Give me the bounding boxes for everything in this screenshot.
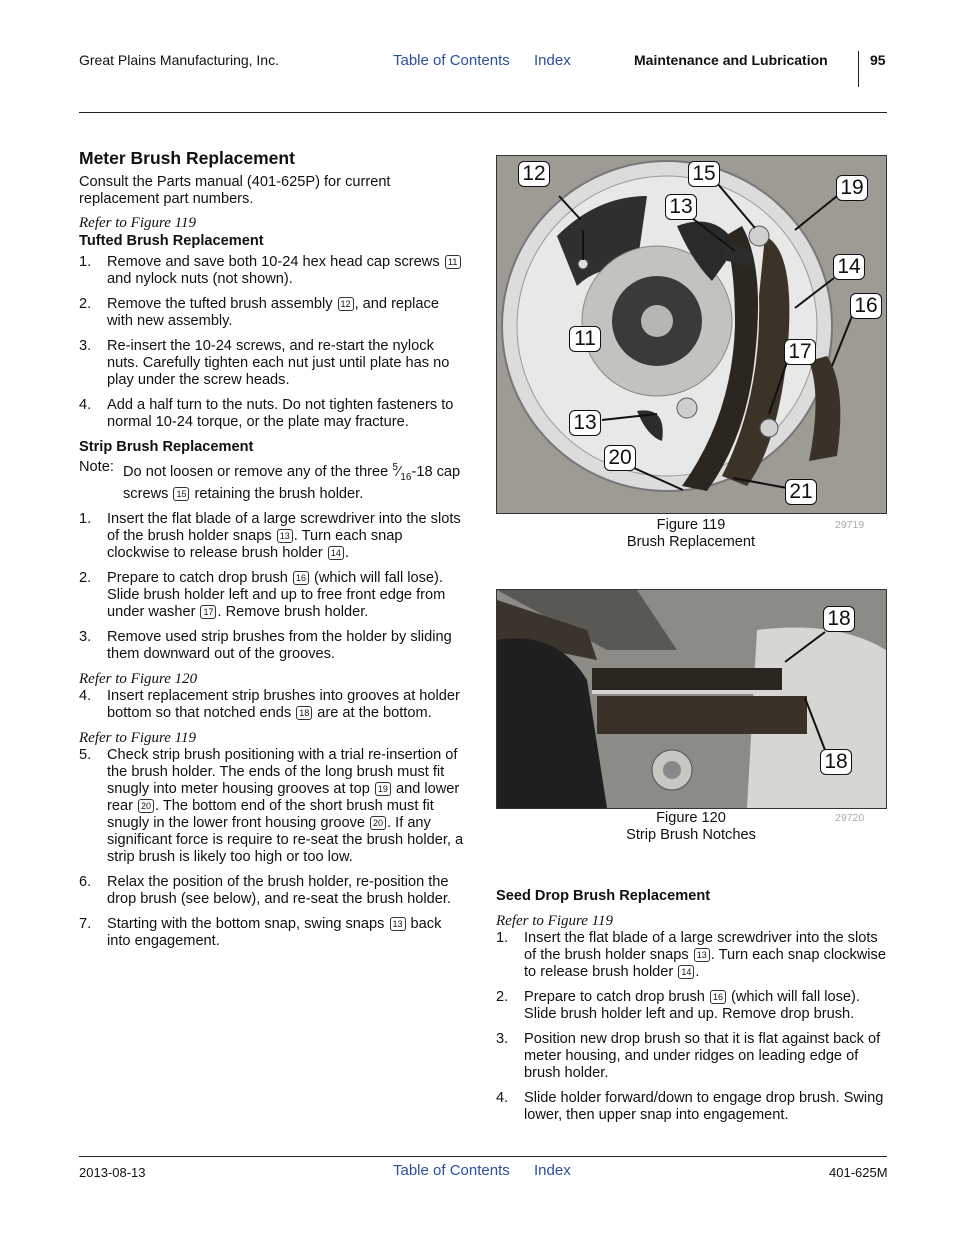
figure-120-title: Strip Brush Notches bbox=[626, 827, 756, 843]
figure-119-label: Figure 119 bbox=[656, 517, 726, 533]
ref-figure-119: Refer to Figure 119 bbox=[79, 215, 197, 231]
tufted-title: Tufted Brush Replacement bbox=[79, 233, 264, 249]
footer-doc-number: 401-625M bbox=[829, 1165, 888, 1180]
figure-119-number: 29719 bbox=[835, 519, 865, 531]
list-item: 4. Add a half turn to the nuts. Do not tighten fasteners to normal 10-24 torque, or the plate may fracture. bbox=[79, 397, 454, 430]
meter-brush-title: Meter Brush Replacement bbox=[79, 148, 295, 168]
figure-120-number: 29720 bbox=[835, 812, 865, 824]
list-item: 3. Re-insert the 10-24 screws, and re-start the nylock nuts. Carefully tighten each nut just until plate has no play under the screw heads. bbox=[79, 338, 450, 388]
ref-figure-120: Refer to Figure 120 bbox=[79, 670, 198, 687]
footer-rule bbox=[79, 1156, 887, 1157]
step-4-list bbox=[79, 688, 464, 722]
callout-16: 16 bbox=[850, 293, 882, 319]
list-item: 3. Remove used strip brushes from the holder by sliding them downward out of the grooves. bbox=[79, 628, 452, 662]
index-link[interactable]: Index bbox=[534, 52, 571, 69]
seed-drop-title: Seed Drop Brush Replacement bbox=[496, 888, 711, 904]
callout-13-top: 13 bbox=[665, 194, 697, 220]
callout-15: 15 bbox=[688, 161, 720, 187]
list-item: 7. Starting with the bottom snap, swing snaps 13 back into engagement. bbox=[79, 915, 442, 949]
callout-18-bottom: 18 bbox=[820, 749, 852, 775]
figure-119-caption bbox=[560, 517, 822, 551]
right-column bbox=[496, 888, 888, 1132]
list-item: 4. Insert replacement strip brushes into grooves at holder bottom so that notched ends 18 are at the bottom. bbox=[79, 687, 460, 721]
toc-link[interactable]: Table of Contents bbox=[393, 52, 510, 69]
strip-steps bbox=[79, 511, 464, 663]
left-column bbox=[79, 174, 464, 958]
ref-figure-119-b: Refer to Figure 119 bbox=[79, 729, 197, 746]
header-divider bbox=[858, 51, 859, 87]
footer-toc-link[interactable]: Table of Contents bbox=[393, 1162, 510, 1179]
callout-19: 19 bbox=[836, 175, 868, 201]
note: Note: Do not loosen or remove any of the three $^5⁄_{16}-18$ cap screws 15 retaining the brush holder. bbox=[79, 459, 461, 502]
section-title: Maintenance and Lubrication bbox=[634, 52, 828, 68]
list-item: 2. Remove the tufted brush assembly 12 , and replace with new assembly. bbox=[79, 296, 439, 329]
list-item: 1. Remove and save both 10-24 hex head cap screws 11 and nylock nuts (not shown). bbox=[79, 254, 464, 288]
callout-20: 20 bbox=[604, 445, 636, 471]
list-item: 4. Slide holder forward/down to engage drop brush. Swing lower, then upper snap into engagement. bbox=[496, 1090, 884, 1123]
ref-figure-119-right: Refer to Figure 119 bbox=[496, 913, 614, 929]
figure-120-caption bbox=[560, 810, 822, 844]
tufted-steps bbox=[79, 254, 464, 431]
figure-119-photo bbox=[496, 155, 887, 514]
step-5-7-list bbox=[79, 747, 464, 950]
footer-date: 2013-08-13 bbox=[79, 1165, 146, 1180]
list-item: 6. Relax the position of the brush holder, re-position the drop brush (see below), and re-seat the brush holder. bbox=[79, 873, 451, 907]
callout-14: 14 bbox=[833, 254, 865, 280]
intro-text: Consult the Parts manual (401-625P) for current replacement part numbers. bbox=[79, 174, 391, 207]
list-item: 1. Insert the flat blade of a large screwdriver into the slots of the brush holder snaps 13 . Turn each snap clockwise to release brush holder 14 . bbox=[79, 510, 461, 561]
callout-11: 11 bbox=[569, 326, 601, 352]
company-name: Great Plains Manufacturing, Inc. bbox=[79, 52, 279, 68]
header-rule bbox=[79, 112, 887, 113]
callout-13-bottom: 13 bbox=[569, 410, 601, 436]
footer-index-link[interactable]: Index bbox=[534, 1162, 571, 1179]
callout-17: 17 bbox=[784, 339, 816, 365]
figure-119-title: Brush Replacement bbox=[626, 534, 756, 550]
callout-18-top: 18 bbox=[823, 606, 855, 632]
callout-21: 21 bbox=[785, 479, 817, 505]
list-item: 2. Prepare to catch drop brush 16 (which will fall lose). Slide brush holder left and up to free front edge from under washer 17 . Remove brush holder. bbox=[79, 569, 446, 620]
strip-title: Strip Brush Replacement bbox=[79, 439, 254, 455]
list-item: 3. Position new drop brush so that it is flat against back of meter housing, and under ridges on leading edge of brush holder. bbox=[496, 1031, 881, 1081]
callout-12: 12 bbox=[518, 161, 550, 187]
list-item: 5. Check strip brush positioning with a trial re-insertion of the brush holder. The ends of the long brush must fit snugly into meter housing grooves at top 19 and lower rear 20 . The bottom end of the short brush must fit snugly in the lower front housing groove 20 . If any significant force is require to re-seat the brush holder, a strip brush is likely too high or too low. bbox=[79, 746, 464, 865]
page-number: 95 bbox=[870, 52, 886, 68]
seed-drop-steps bbox=[496, 930, 888, 1124]
figure-120-label: Figure 120 bbox=[656, 810, 726, 826]
figure-120-photo bbox=[496, 589, 887, 809]
list-item: 1. Insert the flat blade of a large screwdriver into the slots of the brush holder snaps 13 . Turn each snap clockwise to release brush holder 14 . bbox=[496, 930, 886, 980]
list-item: 2. Prepare to catch drop brush 16 (which will fall lose). Slide brush holder left and up. Remove drop brush. bbox=[496, 989, 860, 1022]
